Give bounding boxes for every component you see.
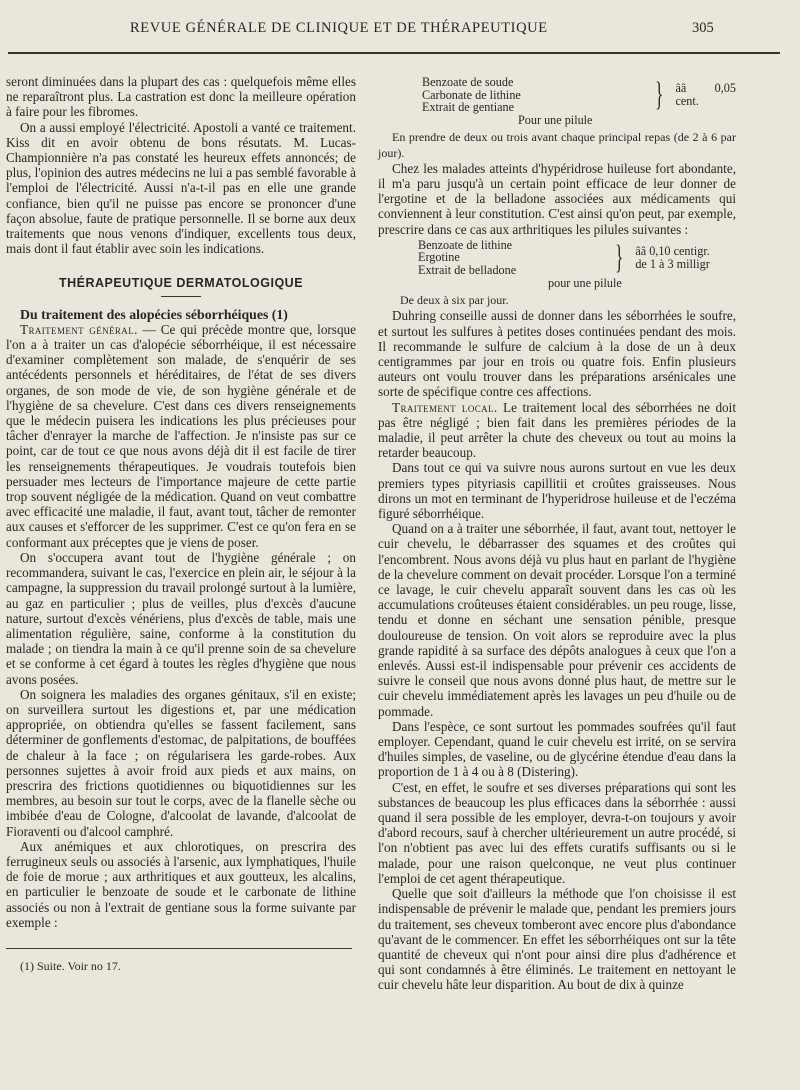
paragraph: C'est, en effet, le soufre et ses diverses préparations qui sont les substances de beaucoup les plus efficaces dans la séborrhée : aussi quand il sera possible de les employer, devra-t-on toujours y avoir d'abord recours, sauf à chercher ultérieurement un autre procédé, si l'on n'obtient pas avec lui des effets curatifs suffisants ou si le malade, pour une raison quelconque, ne veut plus continuer l'emploi de cet agent thérapeutique. bbox=[378, 779, 736, 886]
paragraph: seront diminuées dans la plupart des cas : quelquefois même elles ne reparaîtront plus. La castration est donc la meilleure opération à faire pour les fibromes. bbox=[6, 74, 356, 120]
prescription-dose bbox=[635, 245, 709, 270]
footnote-divider bbox=[6, 948, 352, 949]
prescription-items bbox=[422, 76, 643, 114]
prescription-instructions: En prendre de deux ou trois avant chaque principal repas (de 2 à 6 par jour). bbox=[378, 130, 736, 160]
footnote: (1) Suite. Voir no 17. bbox=[20, 958, 121, 973]
paragraph-text: — Ce qui précède montre que, lorsque l'on a à traiter un cas d'alopécie séborrhéique, il est nécessaire d'examiner complètement son malade, de s'enquérir de ses antécédents personnels et héréditaires, de l'état de ses divers organes, de son mode de vie, de son hygiène générale et de l'hygiène de sa chevelure. C'est dans ces divers renseignements que le médecin puisera les indications les plus précieuses pour tâcher d'enrayer la marche de l'affection. Je n'insiste pas sur ce point, car de tout ce que nous avons déjà dit il est facile de tirer les renseignements thérapeutiques. Je voudrais toutefois bien persuader mes lecteurs de l'importance majeure de cette partie trop souvent négligée de la médication. Quand on veut combattre avec efficacité une maladie, il faut, avant tout, tâcher de remonter aux causes et s'efforcer de les supprimer. C'est ce qu'on fera en se conformant aux préceptes que je viens de poser. bbox=[6, 321, 356, 550]
prescription-item: Extrait de gentiane bbox=[422, 100, 515, 115]
article-title: Du traitement des alopécies séborrhéiques (1) bbox=[20, 306, 288, 322]
prescription-items bbox=[418, 239, 603, 277]
prescription-note: Pour une pilule bbox=[518, 112, 593, 127]
left-column bbox=[6, 74, 356, 974]
prescription-item: Extrait de belladone bbox=[418, 262, 517, 277]
prescription-instructions: De deux à six par jour. bbox=[400, 293, 509, 308]
paragraph: On s'occupera avant tout de l'hygiène générale ; on recommandera, suivant le cas, l'exercice en plein air, le séjour à la campagne, la suppression du travail prolongé surtout à la lumière, au gaz en particulier ; plus de veilles, plus d'excès d'aucune nature, surtout d'excès vénériens, plus d'excès de table, mais une alimentation régulière, saine, conforme à la constitution du malade ; on tiendra la main à ce qu'il prenne soin de sa chevelure et se conforme à cet égard à toutes les règles d'hygiène que nous avons posées. bbox=[6, 549, 356, 687]
paragraph: On soignera les maladies des organes génitaux, s'il en existe; on surveillera surtout les digestions et, par une médication appropriée, on obtiendra qu'elles se fassent facilement, sans déterminer de gonflements d'estomac, de palpitations, de bouffées de chaleur à la face ; on régularisera les garde-robes. Aux personnes sujettes à avoir froid aux pieds et aux mains, on prescrira des frictions quotidiennes ou biquotidiennes sur les membres, au besoin sur tout le corps, avec de la flanelle sèche ou imbibée d'eau de Cologne, d'alcoolat de lavande, d'alcoolat de Fioraventi ou d'alcool camphré. bbox=[6, 686, 356, 839]
right-column bbox=[378, 74, 736, 993]
dose-line: ââ 0,10 centigr. bbox=[635, 244, 710, 259]
prescription-item: Carbonate de lithine bbox=[422, 87, 521, 102]
paragraph: Quand on a à traiter une séborrhée, il faut, avant tout, nettoyer le cuir chevelu, le débarrasser des squames et des croûtes qui l'encombrent. Nous avons déjà vu plus haut en parlant de l'hygiène de la chevelure comment on devait procéder. Lorsque l'on a terminé ce lavage, le cuir chevelu apparaît souvent dans les cas où les accumulations croûteuses étaient considérables. un peu rouge, lisse, tendu et donne en séchant une sensation pénible, presque douloureuse de tension. On voit alors se reproduire avec la plus grande rapidité à sa surface des dépôts analogues à ceux que l'on a enlevés. Aussi est-il indispensable pour prévenir ces accidents de suivre le conseil que nous avons donné plus haut, de mettre sur le cuir chevelu immédiatement après les lavages un peu d'huile ou de pommade. bbox=[378, 521, 736, 719]
paragraph-lead: Traitement local. bbox=[392, 399, 498, 415]
brace-glyph: } bbox=[655, 75, 664, 113]
prescription-item: Benzoate de soude bbox=[422, 75, 514, 89]
running-title: REVUE GÉNÉRALE DE CLINIQUE ET DE THÉRAPEUTIQUE bbox=[130, 20, 548, 36]
paragraph: Duhring conseille aussi de donner dans les séborrhées le soufre, et surtout les sulfures à petites doses continuées pendant des mois. Il recommande le sulfure de calcium à la dose de un à deux centigrammes par jour en trois ou quatre fois. Enfin plusieurs auteurs ont voulu trouver dans les préparations arsénicales une sorte de spécifique contre ces affections. bbox=[378, 308, 736, 400]
prescription-item: Benzoate de lithine bbox=[418, 237, 513, 252]
page-number: 305 bbox=[692, 20, 714, 36]
paragraph bbox=[6, 322, 356, 550]
prescription-note: pour une pilule bbox=[548, 275, 622, 290]
paragraph-lead: Traitement général. bbox=[20, 321, 138, 337]
prescription-2 bbox=[418, 239, 736, 289]
section-title: THÉRAPEUTIQUE DERMATOLOGIQUE bbox=[58, 276, 304, 291]
paragraph: On a aussi employé l'électricité. Apostoli a vanté ce traitement. Kiss dit en avoir obtenu de bons résutats. M. Lucas-Championnière n'a pas constaté les heureux effets annoncés; de plus, l'opinion des autres médecins ne lui a pas semblé favorable à l'emploi de l'électricité. Aussi n'a-t-il pas en elle une grande confiance, bien qu'il ne puisse pas encore se prononcer d'une façon absolue, faute de pratique personnelle. Il se borne aux deux traitements que nous venons d'indiquer, excellents tous deux, mais dont il faut établir avec soin les indications. bbox=[6, 119, 356, 257]
brace-glyph: } bbox=[615, 238, 624, 276]
paragraph: Aux anémiques et aux chlorotiques, on prescrira des ferrugineux seuls ou associés à l'arsenic, aux lymphatiques, l'huile de foie de morue ; aux arthritiques et aux goutteux, les alcalins, en particulier le benzoate de soude et le carbonate de lithine associés ou non à l'extrait de gentiane sous la forme suivante par exemple : bbox=[6, 838, 356, 930]
prescription-1 bbox=[378, 76, 736, 126]
paragraph: Dans l'espèce, ce sont surtout les pommades soufrées qu'il faut employer. Cependant, quand le cuir chevelu est irrité, on se servira d'huiles simples, de vaseline, ou de glycérine étendue d'eau dans la proportion de 1 à 4 ou à 8 (Distering). bbox=[378, 718, 736, 780]
paragraph-text: Le traitement local des séborrhées ne doit pas être négligé ; bien fait dans les premières périodes de la maladie, il peut arrêter la chute des cheveux ou tout au moins la retarder beaucoup. bbox=[378, 399, 736, 461]
running-head bbox=[0, 16, 800, 40]
prescription-item: Ergotine bbox=[418, 250, 460, 265]
section-divider bbox=[161, 296, 201, 297]
paragraph: Quelle que soit d'ailleurs la méthode que l'on choisisse il est indispensable de prévenir le malade que, pendant les premiers jours du traitement, ses cheveux tomberont avec encore plus d'abondance qu'avant de le commencer. En effet les séborrhéiques ont sur la tête quantité de cheveux qui n'ont pour ainsi dire plus d'adhérence et qui sont condamnés à être éliminés. Le traitement en nettoyant le cuir chevelu hâte leur disparition. Au bout de dix à quinze bbox=[378, 886, 736, 993]
header-rule bbox=[8, 52, 780, 54]
paragraph: Dans tout ce qui va suivre nous aurons surtout en vue les deux premiers types pityriasis capillitii et croûtes graisseuses. Nous dirons un mot en terminant de l'hyperidrose huileuse et de l'eczéma figuré séborrhéique. bbox=[378, 460, 736, 522]
paragraph: Chez les malades atteints d'hypéridrose huileuse fort abondante, il m'a paru jusqu'à un certain point efficace de leur donner de l'ergotine et de la belladone associées aux médicaments qui conviennent à leur constitution. C'est ainsi qu'on peut, par exemple, prescrire dans ce cas aux arthritiques les pilules suivantes : bbox=[378, 160, 736, 237]
prescription-dose: ââ 0,05 cent. bbox=[675, 81, 736, 108]
paragraph bbox=[378, 400, 736, 461]
dose-line: de 1 à 3 milligr bbox=[635, 256, 710, 271]
